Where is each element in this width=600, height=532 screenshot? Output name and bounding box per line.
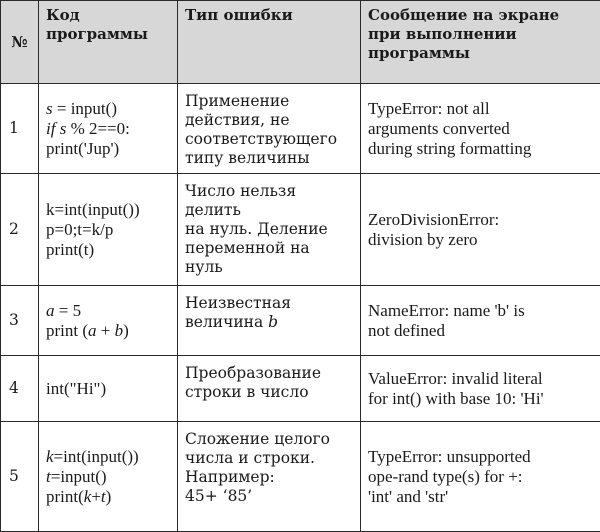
message-line: division by zero xyxy=(368,229,478,249)
message-line: NameError: name 'b' is xyxy=(368,300,525,320)
row-number: 2 xyxy=(1,174,39,286)
message-cell xyxy=(361,422,600,532)
row-number: 4 xyxy=(1,356,39,422)
error-type-line: величина b xyxy=(185,313,279,331)
error-type-line: соответствующего xyxy=(185,130,338,148)
error-type-cell xyxy=(178,84,361,174)
header-number: № xyxy=(1,1,39,84)
error-type-line: Например: xyxy=(185,468,275,486)
message-cell xyxy=(361,286,600,356)
code-cell xyxy=(39,174,178,286)
error-type-cell xyxy=(178,286,361,356)
code-line: int("Hi") xyxy=(46,378,107,398)
error-type-line: нуль xyxy=(185,258,223,276)
table-row xyxy=(1,286,600,356)
message-line: during string formatting xyxy=(368,138,532,158)
table-row xyxy=(1,422,600,532)
error-type-line: Преобразование xyxy=(185,364,322,382)
error-type-line: действия, не xyxy=(185,111,290,129)
message-line: not defined xyxy=(368,320,445,340)
error-type-line: строки в число xyxy=(185,383,309,401)
message-line: TypeError: not all xyxy=(368,98,490,118)
table-row xyxy=(1,174,600,286)
code-line: if s % 2==0: xyxy=(46,118,130,138)
error-type-line: Сложение целого xyxy=(185,430,331,448)
message-cell xyxy=(361,356,600,422)
code-cell xyxy=(39,356,178,422)
message-line: arguments converted xyxy=(368,118,510,138)
message-line: ope-rand type(s) for +: xyxy=(368,466,523,486)
code-line: s = input() xyxy=(46,98,117,118)
error-type-line: Неизвестная xyxy=(185,294,291,312)
message-line: 'int' and 'str' xyxy=(368,486,449,506)
error-type-line: типу величины xyxy=(185,149,310,167)
row-number: 3 xyxy=(1,286,39,356)
message-cell xyxy=(361,84,600,174)
code-line: k=int(input()) xyxy=(46,446,139,466)
header-error-type: Тип ошибки xyxy=(178,1,361,84)
code-line: t=input() xyxy=(46,466,107,486)
error-type-cell xyxy=(178,356,361,422)
code-line: print('Jup') xyxy=(46,138,120,158)
code-cell xyxy=(39,84,178,174)
error-type-cell xyxy=(178,422,361,532)
table-row xyxy=(1,84,600,174)
header-code: Код программы xyxy=(39,1,178,84)
message-line: TypeError: unsupported xyxy=(368,446,531,466)
error-type-line: делить xyxy=(185,201,241,219)
header-row xyxy=(1,1,600,84)
row-number: 1 xyxy=(1,84,39,174)
error-type-line: на нуль. Деление xyxy=(185,220,328,238)
header-message: Сообщение на экране при выполнении программы xyxy=(361,1,600,84)
message-cell xyxy=(361,174,600,286)
code-cell xyxy=(39,286,178,356)
row-number: 5 xyxy=(1,422,39,532)
code-line: a = 5 xyxy=(46,300,82,320)
error-type-line: 45+ ‘85’ xyxy=(185,487,253,505)
code-line: k=int(input()) xyxy=(46,199,140,219)
error-type-cell xyxy=(178,174,361,286)
code-cell xyxy=(39,422,178,532)
message-line: for int() with base 10: 'Hi' xyxy=(368,388,544,408)
code-line: p=0;t=k/p xyxy=(46,219,114,239)
table-row xyxy=(1,356,600,422)
message-line: ValueError: invalid literal xyxy=(368,368,543,388)
error-type-line: Число нельзя xyxy=(185,182,297,200)
error-type-line: Применение xyxy=(185,92,290,110)
code-line: print(t) xyxy=(46,239,95,259)
error-type-line: числа и строки. xyxy=(185,449,315,467)
message-line: ZeroDivisionError: xyxy=(368,209,500,229)
code-line: print (a + b) xyxy=(46,320,129,340)
code-line: print(k+t) xyxy=(46,486,112,506)
error-type-line: переменной на xyxy=(185,239,310,257)
